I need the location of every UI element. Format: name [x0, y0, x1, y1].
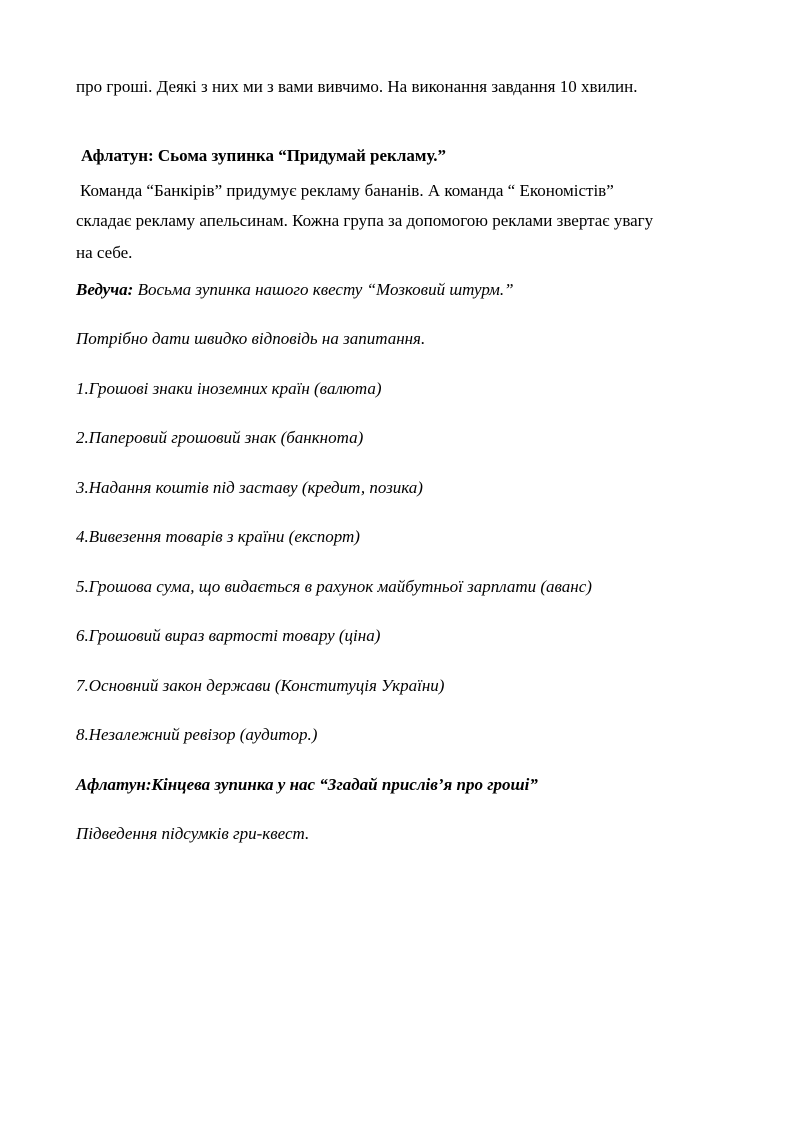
stop8-speaker: Ведуча:: [76, 280, 134, 299]
stop8-instruction: Потрібно дати швидко відповідь на запитання.: [76, 329, 426, 348]
stop7-text-line: на себе.: [76, 243, 133, 262]
stop7-text-line: Команда “Банкірів” придумує рекламу бананів. А команда “ Економістів”: [80, 181, 614, 200]
question-item: 2.Паперовий грошовий знак (банкнота): [76, 428, 364, 447]
stop8-title: Восьма зупинка нашого квесту “Мозковий штурм.”: [133, 280, 514, 299]
question-item: 6.Грошовий вираз вартості товару (ціна): [76, 626, 381, 645]
question-item: 8.Незалежний ревізор (аудитор.): [76, 725, 318, 744]
stop8-heading: [76, 280, 514, 300]
stop7-text-line: складає рекламу апельсинам. Кожна група за допомогою реклами звертає увагу: [76, 211, 654, 230]
intro-line: про гроші. Деякі з них ми з вами вивчимо. На виконання завдання 10 хвилин.: [76, 77, 638, 96]
question-item: 3.Надання коштів під заставу (кредит, позика): [76, 478, 423, 497]
stop7-heading: Афлатун: Сьома зупинка “Придумай рекламу.”: [81, 146, 447, 165]
question-item: 4.Вивезення товарів з країни (експорт): [76, 527, 360, 546]
question-item: 5.Грошова сума, що видається в рахунок майбутньої зарплати (аванс): [76, 577, 592, 596]
summary-line: Підведення підсумків гри-квест.: [76, 824, 310, 843]
question-item: 1.Грошові знаки іноземних країн (валюта): [76, 379, 382, 398]
question-item: 7.Основний закон держави (Конституція України): [76, 676, 445, 695]
final-stop-heading: Афлатун:Кінцева зупинка у нас “Згадай прислів’я про гроші”: [76, 775, 538, 794]
